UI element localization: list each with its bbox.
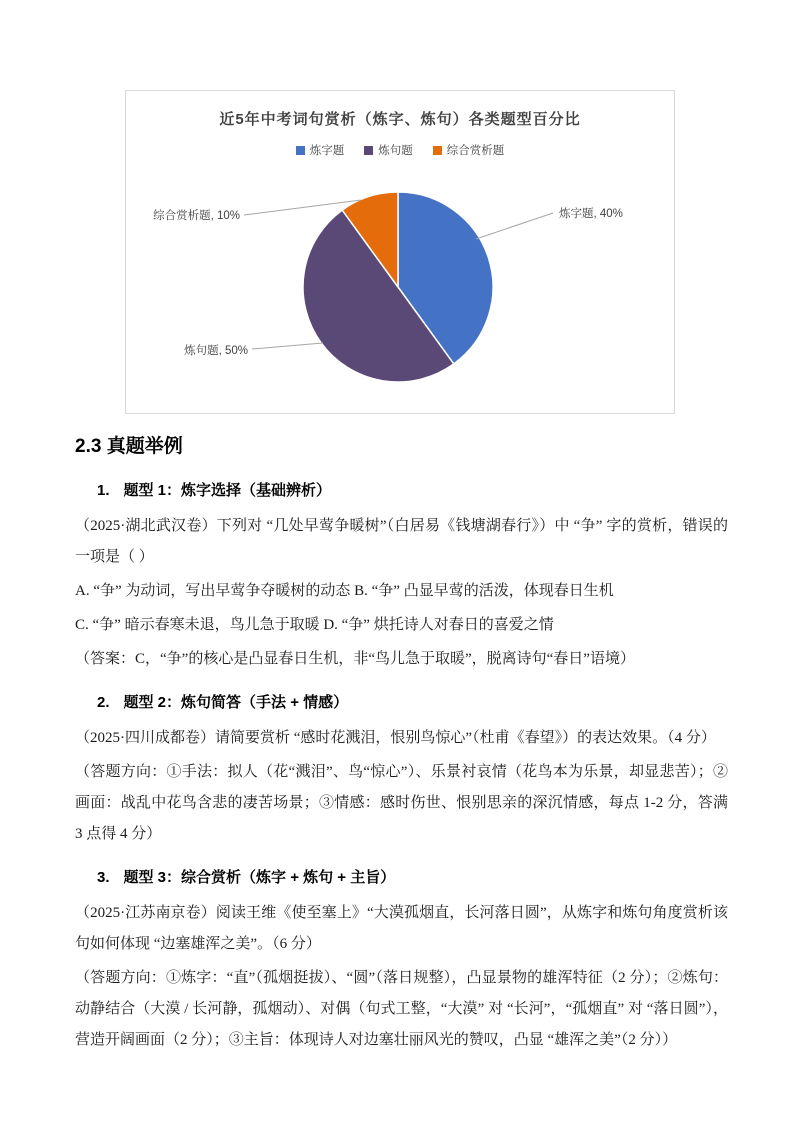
item-2-question: （2025·四川成都卷）请简要赏析 “感时花溅泪，恨别鸟惊心”（杜甫《春望》）的表达效果。（4 分） [75,730,716,746]
legend-swatch-lianju [364,146,373,155]
callout-lianju: 炼句题, 50% [184,345,248,357]
item-3-number: 3. [97,869,110,886]
callout-zonghe: 综合赏析题, 10% [153,210,240,222]
item-1-heading [75,476,728,506]
leader-line-lianzi [476,213,553,239]
item-1-number: 1. [97,482,110,499]
item-2-number: 2. [97,694,110,711]
leader-line-lianju [252,343,323,349]
item-3-answer-guide: （答题方向：①炼字：“直”（孤烟挺拔）、“圆”（落日规整），凸显景物的雄浑特征（2 分）；②炼句：动静结合（大漠 / 长河静，孤烟动）、对偶（句式工整，“大漠” 对 “长河”，“孤烟直” 对 “落日圆”），营造开阔画面（2 分）；③主旨：体现诗人对边塞壮丽风光的赞叹，凸显 “雄浑之美”（2 分）） [75,970,728,1048]
legend-label-lianzi: 炼字题 [309,145,345,157]
item-2-title: 题型 2：炼句简答（手法 + 情感） [123,694,349,711]
document-body [75,433,728,1059]
item-1-options-cd: C. “争” 暗示春寒未退，鸟儿急于取暖 D. “争” 烘托诗人对春日的喜爱之情 [75,617,554,633]
item-3-heading [75,863,728,893]
item-1-answer: （答案：C，“争”的核心是凸显春日生机，非“鸟儿急于取暖”，脱离诗句“春日”语境） [75,651,635,667]
legend-swatch-lianzi [296,146,305,155]
item-1-question: （2025·湖北武汉卷）下列对 “几处早莺争暖树”（白居易《钱塘湖春行》）中 “争” 字的赏析，错误的一项是（ ） [75,518,728,565]
item-1-title: 题型 1：炼字选择（基础辨析） [123,482,332,499]
pie-chart-panel [125,90,675,414]
pie-chart [126,155,674,407]
legend-label-zonghe: 综合赏析题 [446,145,505,157]
section-heading: 2.3 真题举例 [75,436,183,457]
legend-label-lianju: 炼句题 [378,145,413,157]
callout-lianzi: 炼字题, 40% [559,208,623,220]
item-3-title: 题型 3：综合赏析（炼字 + 炼句 + 主旨） [123,869,396,886]
item-2-answer-guide: （答题方向：①手法：拟人（花“溅泪”、鸟“惊心”）、乐景衬哀情（花鸟本为乐景，却显悲苦）；②画面：战乱中花鸟含悲的凄苦场景；③情感：感时伤世、恨别思亲的深沉情感，每点 1-2 分，答满 3 点得 4 分） [75,764,728,842]
legend-swatch-zonghe [433,146,442,155]
item-1-options-ab: A. “争” 为动词，写出早莺争夺暖树的动态 B. “争” 凸显早莺的活泼，体现春日生机 [75,583,614,599]
chart-title: 近5年中考词句赏析（炼字、炼句）各类题型百分比 [219,111,581,128]
item-3-question: （2025·江苏南京卷）阅读王维《使至塞上》“大漠孤烟直，长河落日圆”，从炼字和炼句角度赏析该句如何体现 “边塞雄浑之美”。（6 分） [75,905,728,952]
item-2-heading [75,688,728,718]
